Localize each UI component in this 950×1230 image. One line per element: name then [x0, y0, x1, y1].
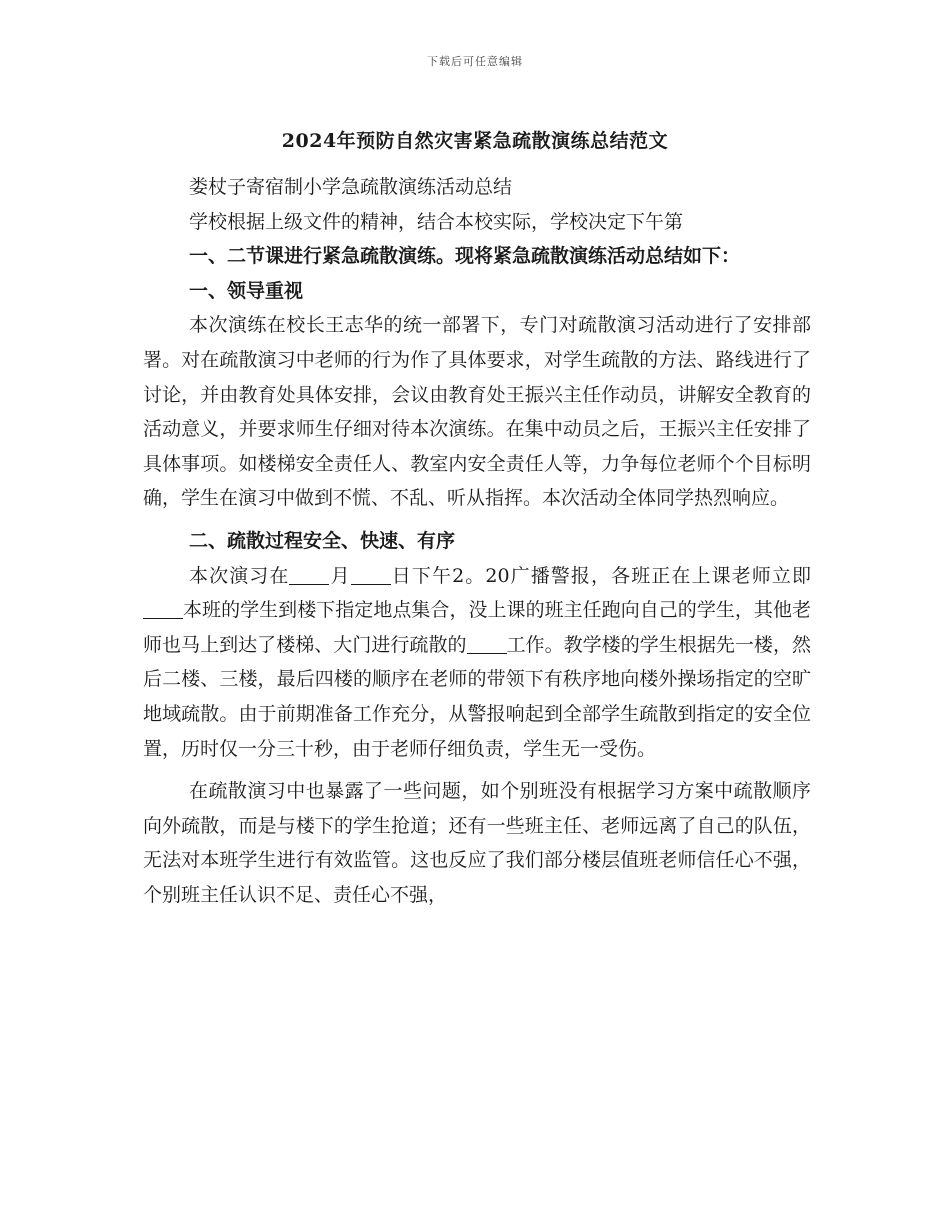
document-title: 2024年预防自然灾害紧急疏散演练总结范文 [281, 130, 669, 152]
blank-action [143, 599, 183, 619]
header-note: 下载后可任意编辑 [427, 55, 523, 68]
section-heading-leadership: 一、领导重视 [189, 279, 304, 302]
paragraph-problems: 在疏散演习中也暴露了一些问题，如个别班没有根据学习方案中疏散顺序向外疏散，而是与楼下的学生抢道；还有一些班主任、老师远离了自己的队伍，无法对本班学生进行有效监管。这也反应了我们部分楼层值班老师信任心不强，个别班主任认识不足、责任心不强， [143, 780, 811, 906]
paragraph-leadership: 本次演练在校长王志华的统一部署下，专门对疏散演习活动进行了安排部署。对在疏散演习中老师的行为作了具体要求，对学生疏散的方法、路线进行了讨论，并由教育处具体安排，会议由教育处王振兴主任作动员，讲解安全教育的活动意义，并要求师生仔细对待本次演练。在集中动员之后，王振兴主任安排了具体事项。如楼梯安全责任人、教室内安全责任人等，力争每位老师个个目标明确，学生在演习中做到不慌、不乱、听从指挥。本次活动全体同学热烈响应。 [143, 314, 811, 510]
blank-month [289, 565, 329, 585]
paragraph-intro-bold: 一、二节课进行紧急疏散演练。现将紧急疏散演练活动总结如下： [189, 245, 741, 268]
evacuation-text-e: 工作。教学楼的学生根据先一楼，然后二楼、三楼，最后四楼的顺序在老师的带领下有秩序地向楼外操场指定的空旷地域疏散。由于前期准备工作充分，从警报响起到全部学生疏散到指定的安全位置，历时仅一分三十秒，由于老师仔细负责，学生无一受伤。 [143, 633, 811, 760]
paragraph-evacuation [143, 559, 811, 767]
evacuation-text-a: 本次演习在 [189, 564, 290, 587]
evacuation-text-d: 本班的学生到楼下指定地点集合，没上课的班主任跑向自己的学生，其他老师也马上到达了楼梯、大门进行疏散的 [143, 599, 811, 656]
blank-day [351, 565, 391, 585]
evacuation-text-c: 日下午2。20广播警报，各班正在上课老师立即 [390, 564, 811, 587]
paragraph-intro: 学校根据上级文件的精神，结合本校实际，学校决定下午第 [189, 210, 684, 233]
document-body [143, 170, 811, 912]
section-heading-evacuation: 二、疏散过程安全、快速、有序 [189, 529, 456, 552]
blank-work [467, 634, 507, 654]
paragraph-school-title: 娄杖子寄宿制小学急疏散演练活动总结 [189, 176, 513, 198]
evacuation-text-b: 月 [329, 564, 351, 587]
